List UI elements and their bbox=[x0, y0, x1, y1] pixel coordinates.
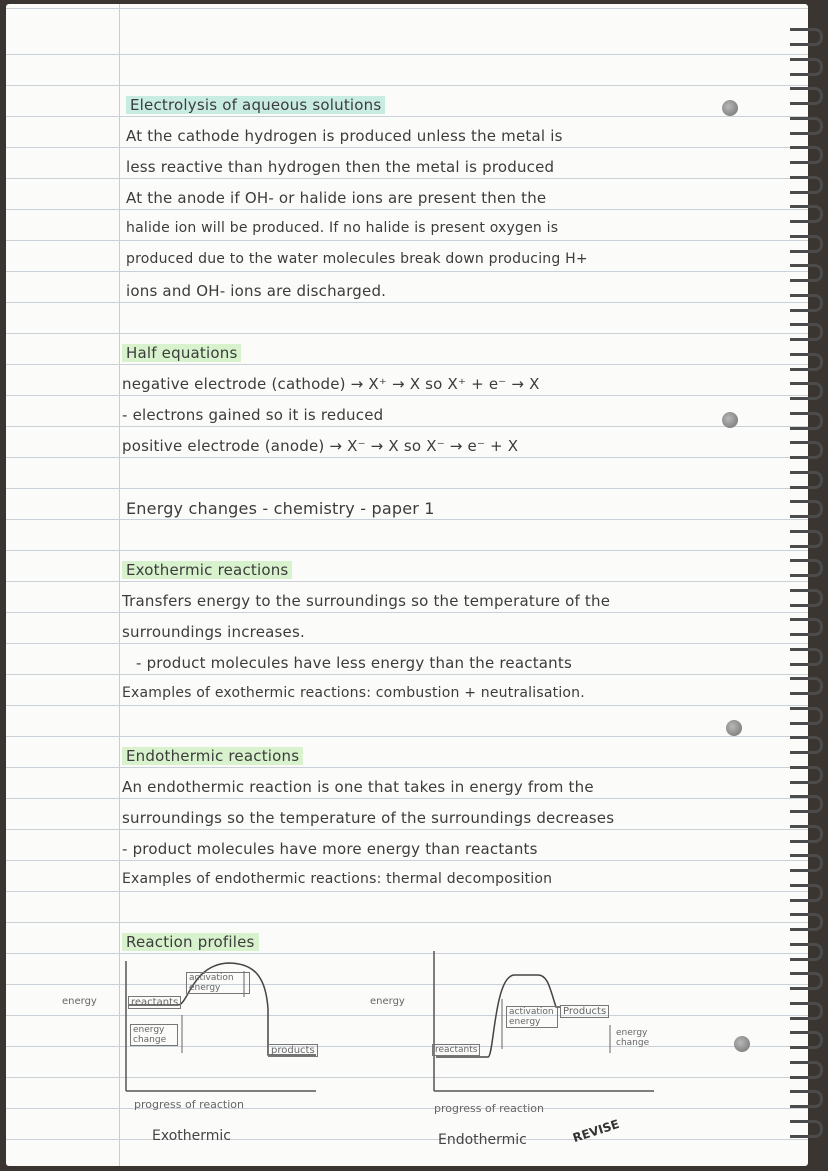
binding-ring bbox=[790, 913, 823, 931]
half-equation-line: - electrons gained so it is reduced bbox=[122, 406, 384, 424]
binding-ring bbox=[790, 117, 823, 135]
exothermic-line: - product molecules have less energy than the reactants bbox=[136, 654, 572, 672]
binding-ring bbox=[790, 176, 823, 194]
binding-ring bbox=[790, 58, 823, 76]
endo-energy-change-label: energy change bbox=[616, 1028, 650, 1048]
binding-ring bbox=[790, 412, 823, 430]
binding-ring bbox=[790, 736, 823, 754]
binder-hole bbox=[734, 1036, 750, 1052]
exo-reactants-label: reactants bbox=[128, 996, 181, 1009]
endo-products-label: Products bbox=[560, 1005, 609, 1018]
exo-caption: Exothermic bbox=[152, 1128, 231, 1144]
binder-hole bbox=[722, 100, 738, 116]
binding-ring bbox=[790, 1120, 823, 1138]
spiral-binding bbox=[790, 28, 828, 1148]
binding-ring bbox=[790, 825, 823, 843]
exo-y-label: energy bbox=[62, 996, 97, 1007]
exothermic-line: Examples of exothermic reactions: combustion + neutralisation. bbox=[122, 685, 585, 701]
section-heading-half-equations: Half equations bbox=[122, 344, 241, 362]
binding-ring bbox=[790, 1031, 823, 1049]
binding-ring bbox=[790, 943, 823, 961]
endo-y-label: energy bbox=[370, 996, 405, 1007]
binding-ring bbox=[790, 382, 823, 400]
binding-ring bbox=[790, 323, 823, 341]
binding-ring bbox=[790, 146, 823, 164]
electrolysis-line: less reactive than hydrogen then the metal is produced bbox=[126, 158, 555, 176]
electrolysis-line: halide ion will be produced. If no halide is present oxygen is bbox=[126, 220, 559, 236]
binding-ring bbox=[790, 441, 823, 459]
endo-reactants-label: reactants bbox=[432, 1044, 480, 1056]
electrolysis-line: produced due to the water molecules break down producing H+ bbox=[126, 251, 588, 267]
half-equation-line: negative electrode (cathode) → X⁺ → X so X⁺ + e⁻ → X bbox=[122, 375, 540, 393]
section-heading-reaction-profiles: Reaction profiles bbox=[122, 933, 259, 951]
topic-title: Energy changes - chemistry - paper 1 bbox=[126, 499, 435, 518]
endothermic-line: Examples of endothermic reactions: thermal decomposition bbox=[122, 871, 553, 887]
binding-ring bbox=[790, 1061, 823, 1079]
endo-activation-label: activation energy bbox=[506, 1006, 558, 1028]
binding-ring bbox=[790, 500, 823, 518]
exo-activation-label: activation energy bbox=[186, 972, 250, 994]
binding-ring bbox=[790, 972, 823, 990]
binding-ring bbox=[790, 87, 823, 105]
binding-ring bbox=[790, 854, 823, 872]
endothermic-line: - product molecules have more energy than reactants bbox=[122, 840, 538, 858]
electrolysis-line: At the cathode hydrogen is produced unless the metal is bbox=[126, 127, 563, 145]
binding-ring bbox=[790, 294, 823, 312]
binding-ring bbox=[790, 766, 823, 784]
binding-ring bbox=[790, 235, 823, 253]
section-heading-exothermic: Exothermic reactions bbox=[122, 561, 292, 579]
half-equation-line: positive electrode (anode) → X⁻ → X so X⁻ → e⁻ + X bbox=[122, 437, 519, 455]
binding-ring bbox=[790, 589, 823, 607]
binding-ring bbox=[790, 884, 823, 902]
binding-ring bbox=[790, 530, 823, 548]
binding-ring bbox=[790, 264, 823, 282]
endo-caption: Endothermic bbox=[438, 1132, 527, 1148]
exothermic-line: surroundings increases. bbox=[122, 623, 305, 641]
section-heading-electrolysis: Electrolysis of aqueous solutions bbox=[126, 96, 385, 114]
binder-hole bbox=[722, 412, 738, 428]
electrolysis-line: At the anode if OH- or halide ions are present then the bbox=[126, 189, 547, 207]
binding-ring bbox=[790, 353, 823, 371]
binding-ring bbox=[790, 795, 823, 813]
binding-ring bbox=[790, 205, 823, 223]
binding-ring bbox=[790, 618, 823, 636]
binding-ring bbox=[790, 648, 823, 666]
exo-energy-change-label: energy change bbox=[130, 1024, 178, 1046]
exo-products-label: products bbox=[268, 1044, 318, 1057]
binding-ring bbox=[790, 471, 823, 489]
binding-ring bbox=[790, 677, 823, 695]
exo-x-label: progress of reaction bbox=[134, 1098, 244, 1111]
binding-ring bbox=[790, 1090, 823, 1108]
binding-ring bbox=[790, 28, 823, 46]
binder-hole bbox=[726, 720, 742, 736]
revise-stamp: REVISE bbox=[571, 1116, 622, 1146]
exothermic-line: Transfers energy to the surroundings so the temperature of the bbox=[122, 592, 611, 610]
electrolysis-line: ions and OH- ions are discharged. bbox=[126, 282, 387, 300]
section-heading-endothermic: Endothermic reactions bbox=[122, 747, 303, 765]
binding-ring bbox=[790, 559, 823, 577]
binding-ring bbox=[790, 1002, 823, 1020]
endo-x-label: progress of reaction bbox=[434, 1102, 544, 1115]
binding-ring bbox=[790, 707, 823, 725]
endothermic-line: An endothermic reaction is one that takes in energy from the bbox=[122, 778, 594, 796]
endothermic-line: surroundings so the temperature of the surroundings decreases bbox=[122, 809, 615, 827]
notebook-page bbox=[6, 4, 808, 1166]
